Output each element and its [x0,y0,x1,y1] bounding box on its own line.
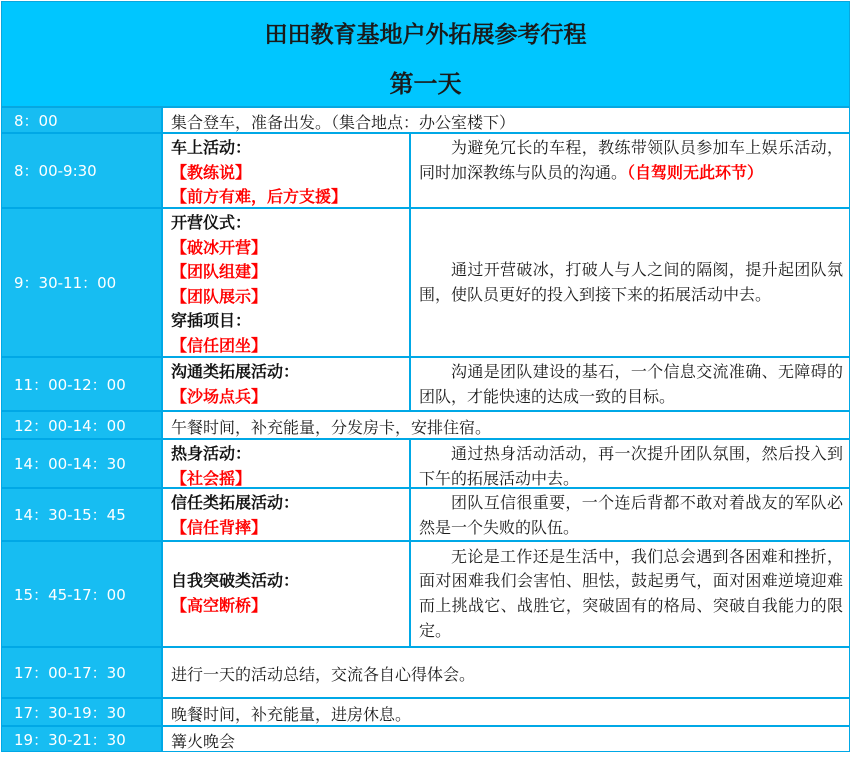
activity-heading: 车上活动： [171,138,252,157]
description-cell [410,208,850,357]
description-text [419,136,843,185]
time-label: 15：45-17：00 [14,585,126,604]
description-text [419,360,843,409]
description-cell [410,439,850,488]
description-cell [410,488,850,541]
description-segment: 通过热身活动活动，再一次提升团队氛围，然后投入到下午的拓展活动中去。 [419,444,843,488]
time-cell [1,647,162,698]
time-cell [1,133,162,208]
note-text: 进行一天的活动总结，交流各自心得体会。 [171,665,476,684]
time-label: 19：30-21：30 [14,730,126,749]
description-text [419,545,843,643]
time-label: 17：30-19：30 [14,703,126,722]
activity-cell [162,133,410,208]
description-segment: 通过开营破冰，打破人与人之间的隔阂，提升起团队氛围，使队员更好的投入到接下来的拓展活动中去。 [419,259,843,304]
time-label: 8：00 [14,111,58,130]
schedule-note [162,726,850,752]
activity-item: 【沙场点兵】 [171,386,268,406]
activity-heading: 穿插项目： [171,311,252,331]
description-segment: 为避免冗长的车程，教练带领队员参加车上娱乐活动，同时加深教练与队员的沟通。 [419,138,843,182]
description-cell [410,541,850,647]
time-cell [1,107,162,133]
activity-item: 【团队展示】 [171,286,268,306]
activity-item: 【教练说】 [171,162,252,182]
time-label: 14：00-14：30 [14,455,126,473]
description-text [419,258,843,307]
activity-heading: 沟通类拓展活动： [171,362,300,381]
activity-cell [162,488,410,541]
time-cell [1,488,162,541]
activity-heading: 自我突破类活动： [171,571,300,591]
schedule-note [162,698,850,726]
activity-item: 【信任团坐】 [171,335,268,355]
time-cell [1,411,162,439]
activity-cell [162,208,410,357]
time-cell [1,726,162,752]
description-segment: 无论是工作还是生活中，我们总会遇到各困难和挫折，面对困难我们会害怕、胆怯，鼓起勇气，面对困难逆境迎难而上挑战它、战胜它，突破固有的格局、突破自我能力的限定。 [419,546,843,640]
time-label: 8：00-9:30 [14,162,97,180]
time-cell [1,208,162,357]
activity-cell [162,357,410,411]
time-cell [1,357,162,411]
activity-cell [162,541,410,647]
activity-cell [162,439,410,488]
description-note: （自驾则无此环节） [627,162,764,182]
schedule-note [162,411,850,439]
note-text: 晚餐时间，补充能量，进房休息。 [171,704,412,724]
description-cell [410,357,850,411]
title-banner [1,1,850,107]
schedule-note [162,107,850,133]
description-text [419,491,843,540]
day-heading: 第一天 [389,69,462,98]
activity-item: 【社会摇】 [171,468,252,488]
time-label: 9：30-11：00 [14,274,117,292]
activity-item: 【前方有难，后方支援】 [171,187,348,207]
time-label: 11：00-12：00 [14,375,126,394]
description-segment: 沟通是团队建设的基石，一个信息交流准确、无障碍的团队，才能快速的达成一致的目标。 [419,362,843,406]
page-title: 田田教育基地户外拓展参考行程 [264,21,587,48]
note-text: 篝火晚会 [171,731,236,751]
schedule-note [162,647,850,698]
activity-item: 【信任背摔】 [171,517,268,537]
time-label: 14：30-15：45 [14,506,126,524]
activity-item: 【高空断桥】 [171,596,268,615]
time-cell [1,541,162,647]
activity-item: 【团队组建】 [171,262,268,282]
activity-heading: 热身活动： [171,444,252,463]
activity-heading: 开营仪式： [171,213,252,232]
time-cell [1,439,162,488]
note-text: 午餐时间，补充能量，分发房卡，安排住宿。 [171,417,492,437]
activity-item: 【破冰开营】 [171,237,268,257]
description-cell [410,133,850,208]
description-text [419,442,843,488]
description-segment: 团队互信很重要，一个连后背都不敢对着战友的军队必然是一个失败的队伍。 [419,493,843,537]
activity-heading: 信任类拓展活动： [171,493,300,512]
note-text: 集合登车，准备出发。（集合地点：办公室楼下） [171,112,516,132]
time-cell [1,698,162,726]
time-label: 17：00-17：30 [14,664,126,682]
time-label: 12：00-14：00 [14,416,126,435]
